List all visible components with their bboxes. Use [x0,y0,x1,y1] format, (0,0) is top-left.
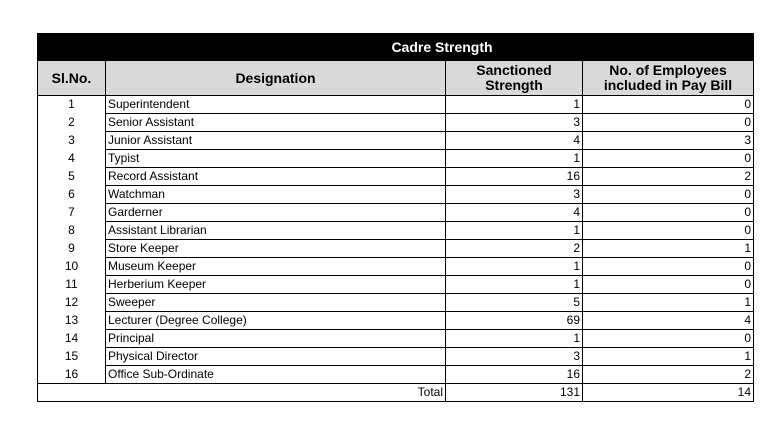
cell-employees: 0 [583,222,754,240]
cell-sl-no: 16 [38,366,106,384]
cell-sanctioned: 69 [446,312,583,330]
header-row [38,61,754,96]
total-employees: 14 [583,384,754,402]
cell-sanctioned: 2 [446,240,583,258]
cell-designation: Sweeper [106,294,446,312]
table-row [38,132,754,150]
header-employees-line2: included in Pay Bill [603,77,733,93]
cell-sl-no: 11 [38,276,106,294]
table-row [38,294,754,312]
cell-employees: 0 [583,186,754,204]
cell-sanctioned: 5 [446,294,583,312]
header-sanctioned-strength [446,61,583,96]
cell-sl-no: 7 [38,204,106,222]
cell-sanctioned: 3 [446,348,583,366]
cell-sl-no: 10 [38,258,106,276]
cell-designation: Museum Keeper [106,258,446,276]
header-sanctioned-line2: Strength [485,77,543,93]
cell-employees: 0 [583,258,754,276]
cell-sanctioned: 1 [446,276,583,294]
cell-employees: 1 [583,348,754,366]
cell-sl-no: 15 [38,348,106,366]
cell-sl-no: 3 [38,132,106,150]
table-row [38,150,754,168]
cell-sanctioned: 16 [446,168,583,186]
cell-designation: Lecturer (Degree College) [106,312,446,330]
cell-employees: 0 [583,150,754,168]
table-row [38,204,754,222]
cell-sanctioned: 3 [446,186,583,204]
cell-sanctioned: 16 [446,366,583,384]
total-row [38,384,754,402]
cell-designation: Principal [106,330,446,348]
cell-sl-no: 4 [38,150,106,168]
cell-employees: 4 [583,312,754,330]
cell-designation: Senior Assistant [106,114,446,132]
cadre-strength-table [37,33,754,402]
header-sanctioned-line1: Sanctioned [476,62,552,78]
cell-employees: 1 [583,294,754,312]
cell-designation: Office Sub-Ordinate [106,366,446,384]
cell-sanctioned: 3 [446,114,583,132]
cell-sanctioned: 1 [446,96,583,114]
cell-employees: 0 [583,276,754,294]
cell-designation: Assistant Librarian [106,222,446,240]
title-row [38,34,754,61]
header-designation: Designation [106,61,446,96]
cell-sanctioned: 1 [446,330,583,348]
cell-designation: Junior Assistant [106,132,446,150]
cell-sl-no: 6 [38,186,106,204]
cell-designation: Watchman [106,186,446,204]
cell-designation: Record Assistant [106,168,446,186]
cell-sl-no: 8 [38,222,106,240]
cell-designation: Typist [106,150,446,168]
cell-employees: 0 [583,204,754,222]
cell-employees: 0 [583,96,754,114]
cell-designation: Herberium Keeper [106,276,446,294]
cell-employees: 2 [583,366,754,384]
table-row [38,330,754,348]
cell-employees: 1 [583,240,754,258]
cell-sl-no: 13 [38,312,106,330]
cell-sanctioned: 4 [446,132,583,150]
table-row [38,312,754,330]
cell-designation: Superintendent [106,96,446,114]
cell-designation: Store Keeper [106,240,446,258]
cadre-strength-sheet [37,33,753,402]
table-row [38,96,754,114]
cell-employees: 2 [583,168,754,186]
table-row [38,186,754,204]
cell-sl-no: 5 [38,168,106,186]
table-row [38,168,754,186]
table-title: Cadre Strength [38,34,754,61]
cell-sl-no: 2 [38,114,106,132]
cell-employees: 0 [583,114,754,132]
header-employees-line1: No. of Employees [609,62,727,78]
cell-employees: 0 [583,330,754,348]
cell-sanctioned: 1 [446,150,583,168]
cell-employees: 3 [583,132,754,150]
total-sanctioned: 131 [446,384,583,402]
table-row [38,366,754,384]
header-employees-in-pay-bill [583,61,754,96]
cell-sl-no: 1 [38,96,106,114]
cell-sl-no: 14 [38,330,106,348]
cell-sanctioned: 4 [446,204,583,222]
total-label: Total [38,384,446,402]
table-row [38,222,754,240]
table-row [38,240,754,258]
table-row [38,276,754,294]
cell-sl-no: 12 [38,294,106,312]
cell-sanctioned: 1 [446,258,583,276]
cell-designation: Garderner [106,204,446,222]
table-row [38,114,754,132]
table-row [38,258,754,276]
cell-sanctioned: 1 [446,222,583,240]
table-row [38,348,754,366]
header-sl-no: Sl.No. [38,61,106,96]
cell-designation: Physical Director [106,348,446,366]
cell-sl-no: 9 [38,240,106,258]
